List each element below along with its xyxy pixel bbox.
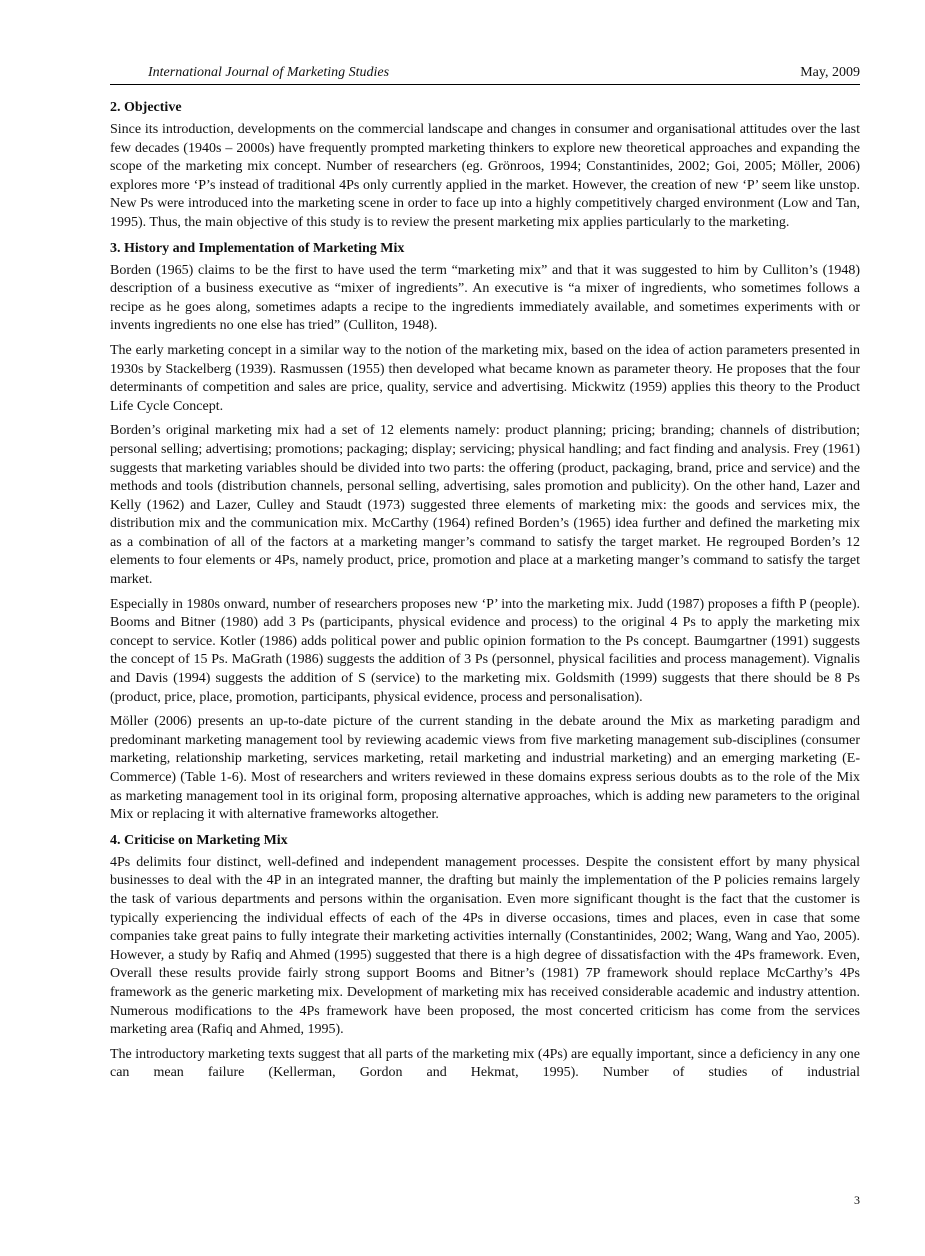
- article-body: [110, 98, 860, 1089]
- paragraph: Borden’s original marketing mix had a set of 12 elements namely: product planning; pricing; branding; channels of distribution; personal selling; advertising; promotions; packaging; display; servicing; physical handling; and fact finding and analysis. Frey (1961) suggests that marketing variables should be divided into two parts: the offering (product, packaging, brand, price and service) and the methods and tools (distribution channels, personal selling, advertising, sales promotion and publicity). On the other hand, Lazer and Kelly (1962) and Lazer, Culley and Staudt (1973) suggested three elements of marketing mix: the goods and services mix, the distribution mix and the communication mix. McCarthy (1964) refined Borden’s (1965) idea further and defined the marketing mix as a combination of all of the factors at a marketing manger’s command to satisfy the target market. He regrouped Borden’s 12 elements to four elements or 4Ps, namely product, price, promotion and place at a marketing manger’s command to satisfy the target market.: [110, 423, 860, 588]
- section-heading: 2. Objective: [110, 100, 182, 115]
- paragraph: 4Ps delimits four distinct, well-defined and independent management processes. Despite the consistent effort by many physical businesses to deal with the 4P in an integrated manner, the drafting but mainly the implementation of the P policies remains largely the task of various departments and persons within the organisation. Even more significant thought is the fact that the customer is typically experiencing the individual effects of each of the 4Ps in diverse occasions, times and places, even in case that some companies take great pains to fully integrate their marketing activities internally (Constantinides, 2002; Wang, Wang and Yao, 2005). However, a study by Rafiq and Ahmed (1995) suggested that there is a high degree of dissatisfaction with the 4Ps framework. Even, Overall these results provide fairly strong support Booms and Bitner’s (1981) 7P framework should replace McCarthy’s 4Ps framework as the generic marketing mix. Development of marketing mix has received considerable academic and industry attention. Numerous modifications to the 4Ps framework have been proposed, the most concerted criticism has come from the services marketing area (Rafiq and Ahmed, 1995).: [110, 854, 860, 1038]
- paragraph: Especially in 1980s onward, number of researchers proposes new ‘P’ into the marketing mix. Judd (1987) proposes a fifth P (people). Booms and Bitner (1980) add 3 Ps (participants, physical evidence and process) to the original 4 Ps to apply the marketing mix concept to service. Kotler (1986) adds political power and public opinion formation to the Ps concept. Baumgartner (1991) suggests the concept of 15 Ps. MaGrath (1986) suggests the addition of 3 Ps (personnel, physical facilities and process management). Vignalis and Davis (1994) suggests the addition of S (service) to the marketing mix. Goldsmith (1999) suggests that there should be 8 Ps (product, price, place, promotion, participants, physical evidence, process and personalisation).: [110, 596, 860, 705]
- paragraph: Since its introduction, developments on the commercial landscape and changes in consumer and organisational attitudes over the last few decades (1940s – 2000s) have frequently prompted marketing thinkers to explore new theoretical approaches and expanding the scope of the marketing mix concept. Number of researchers (eg. Grönroos, 1994; Constantinides, 2002; Goi, 2005; Möller, 2006) explores more ‘P’s instead of traditional 4Ps only currently applied in the market. However, the creation of new ‘P’ seem like unstop. New Ps were introduced into the marketing scene in order to face up into a highly competitively charged environment (Low and Tan, 1995). Thus, the main objective of this study is to review the present marketing mix applies particularly to the marketing.: [110, 122, 860, 230]
- page-number: 3: [854, 1193, 860, 1207]
- paragraph: Möller (2006) presents an up-to-date picture of the current standing in the debate around the Mix as marketing paradigm and predominant marketing management tool by reviewing academic views from five marketing management sub-disciplines (consumer marketing, relationship marketing, services marketing, retail marketing and industrial marketing) and an emerging marketing (E-Commerce) (Table 1-6). Most of researchers and writers reviewed in these domains express serious doubts as to the role of the Mix as marketing management tool in its original form, proposing alternative approaches, which is adding new parameters to the original Mix or replacing it with alternative frameworks altogether.: [110, 714, 860, 823]
- paragraph: The introductory marketing texts suggest that all parts of the marketing mix (4Ps) are equally important, since a deficiency in any one can mean failure (Kellerman, Gordon and Hekmat, 1995). Number of studies of industrial: [110, 1046, 860, 1081]
- journal-title: International Journal of Marketing Studies: [148, 65, 390, 80]
- paragraph: The early marketing concept in a similar way to the notion of the marketing mix, based on the idea of action parameters presented in 1930s by Stackelberg (1939). Rasmussen (1955) then developed what became known as parameter theory. He proposes that the four determinants of competition and sales are price, quality, service and advertising. Mickwitz (1959) applies this theory to the Product Life Cycle Concept.: [110, 342, 860, 414]
- section-heading: 4. Criticise on Marketing Mix: [110, 832, 288, 848]
- paragraph: Borden (1965) claims to be the first to have used the term “marketing mix” and that it was suggested to him by Culliton’s (1948) description of a business executive as “mixer of ingredients”. An executive is “a mixer of ingredients, who sometimes follows a recipe as he goes along, sometimes adapts a recipe to the ingredients immediately available, and sometimes experiments with or invents ingredients no one else has tried” (Culliton, 1948).: [110, 262, 860, 334]
- issue-date: May, 2009: [800, 65, 860, 80]
- section-heading: 3. History and Implementation of Marketing Mix: [110, 240, 405, 256]
- running-header: [110, 64, 860, 85]
